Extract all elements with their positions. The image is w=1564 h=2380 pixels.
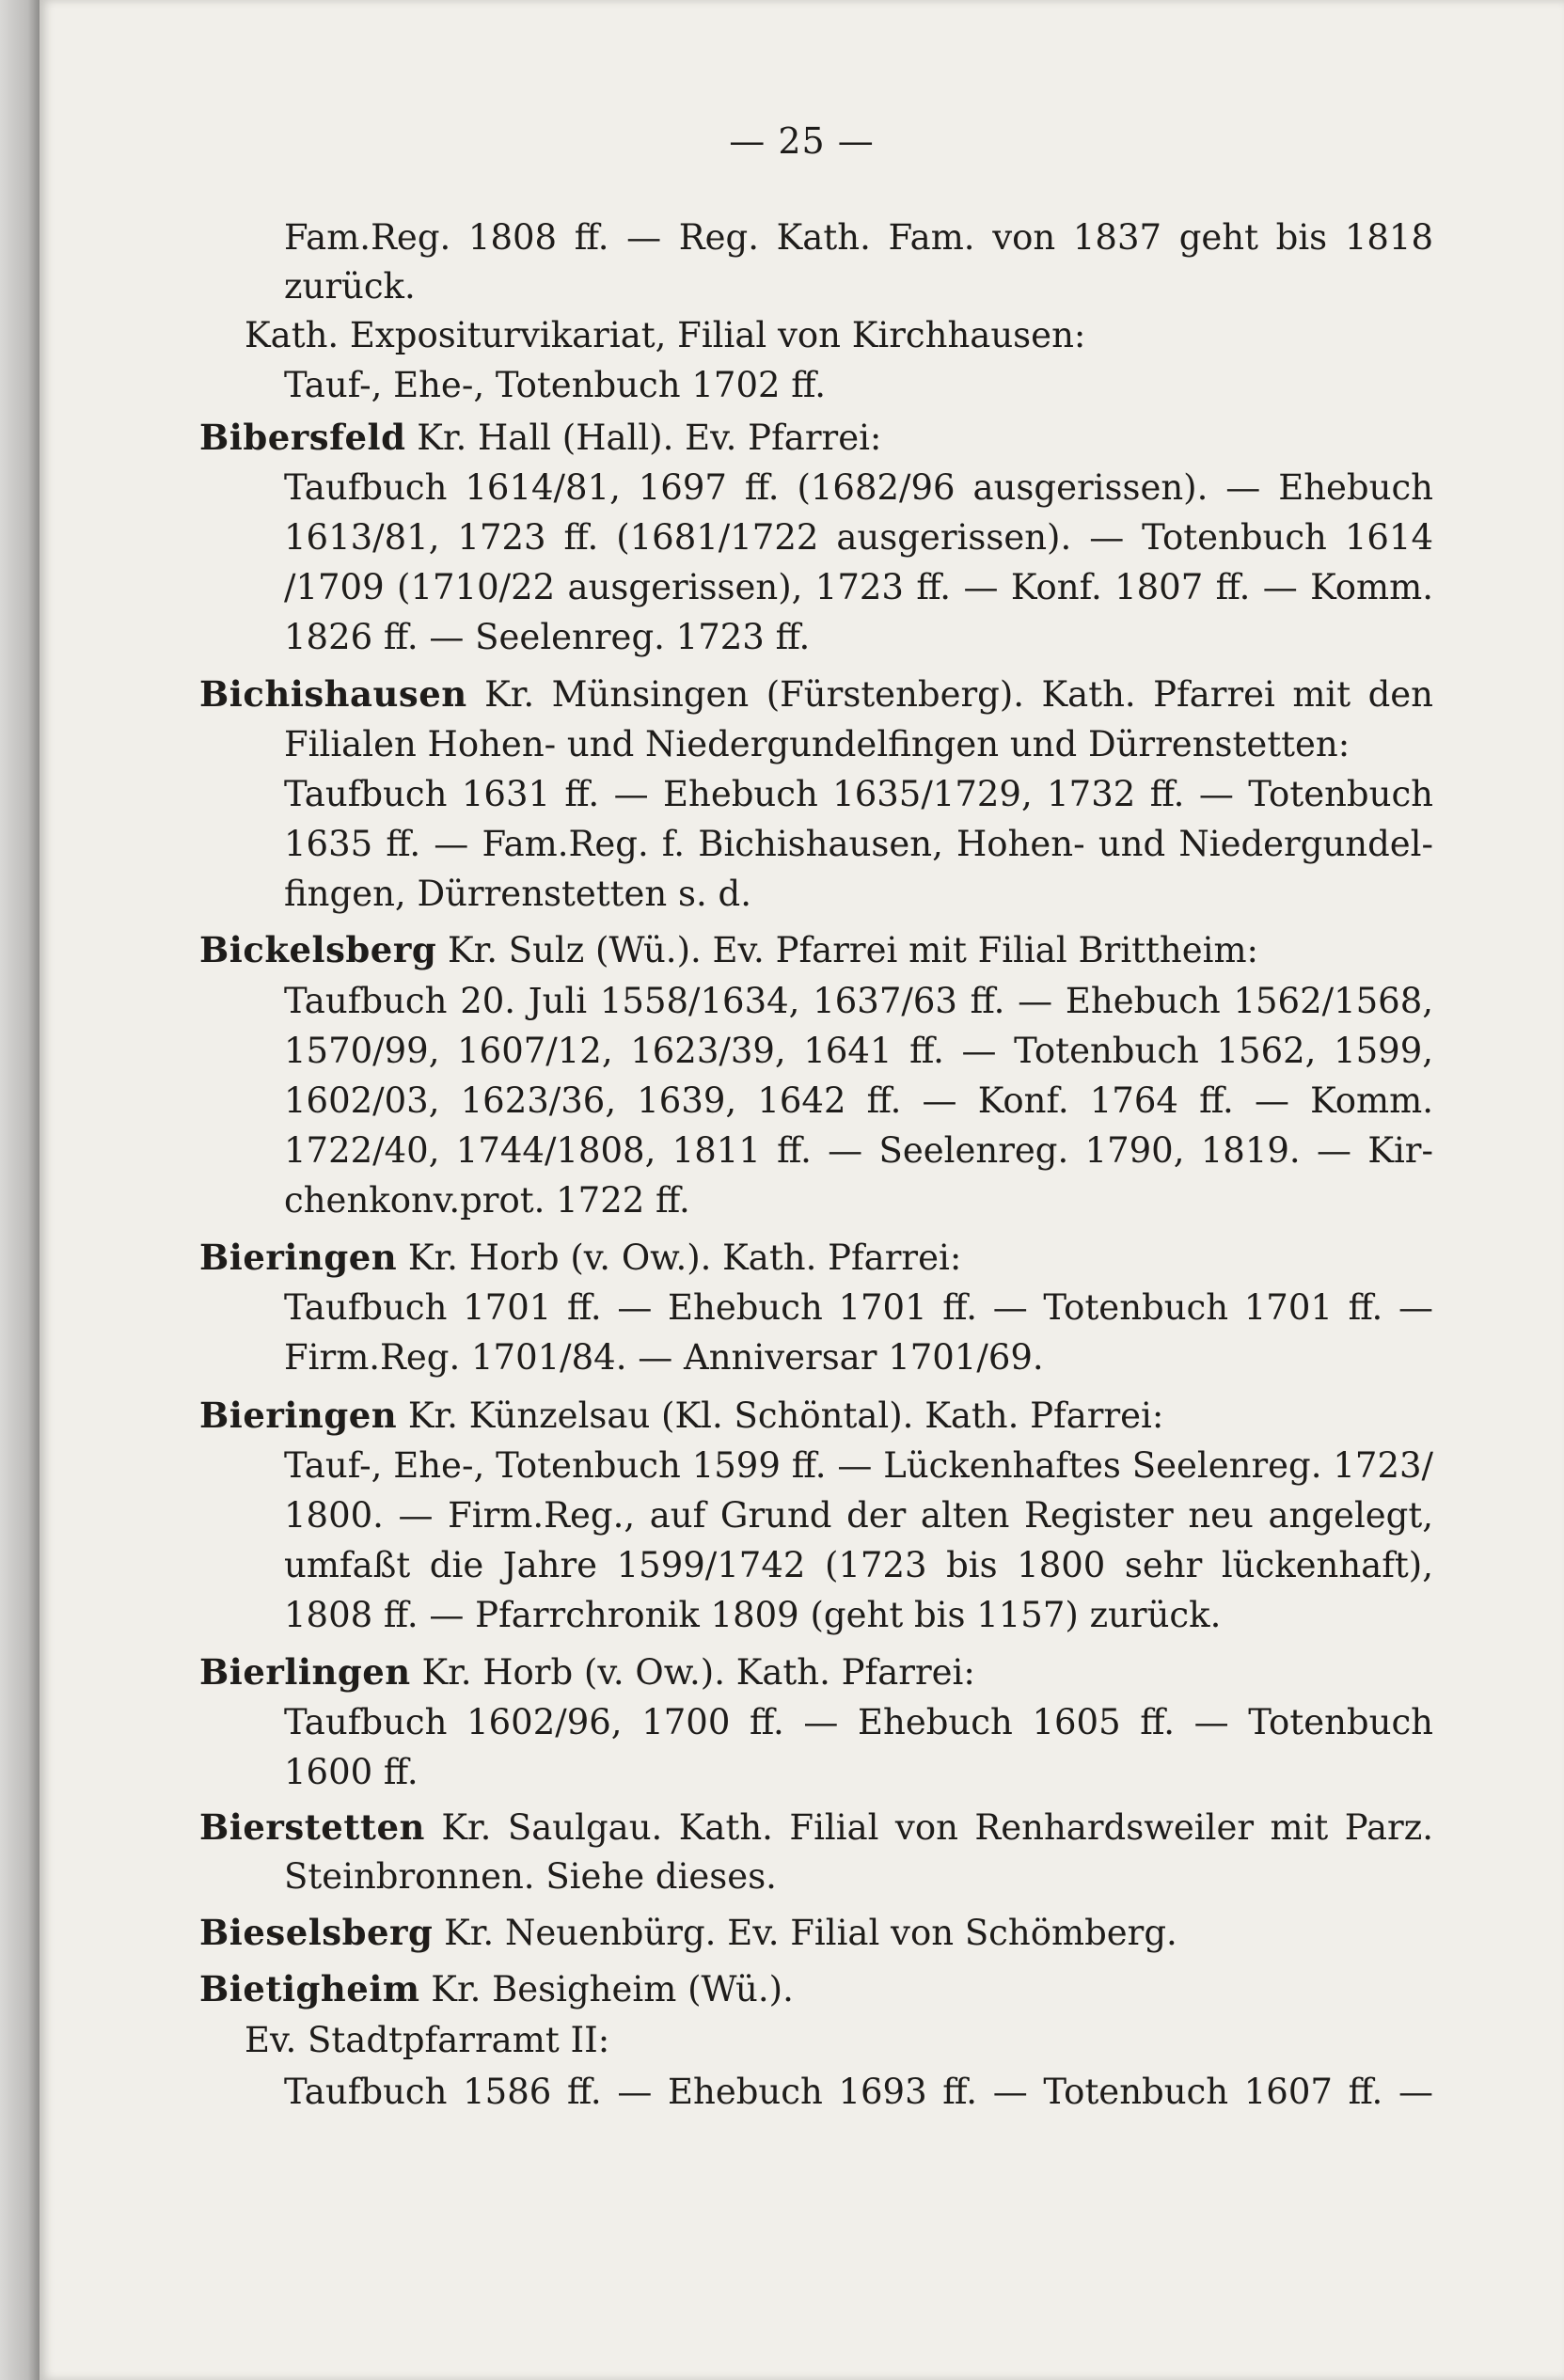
text-line: zurück.: [284, 266, 416, 307]
entry-line: [199, 1234, 961, 1282]
text-line: 1602/03, 1623/36, 1639, 1642 ff. — Konf. 1764 ff. — Komm.: [284, 1080, 1433, 1121]
entry-text: Kr. Neuenbürg. Ev. Filial von Schömberg.: [433, 1913, 1177, 1953]
entry-headword: Bieringen: [199, 1395, 398, 1436]
text-line: Taufbuch 1701 ff. — Ehebuch 1701 ff. — Totenbuch 1701 ff. —: [284, 1287, 1433, 1328]
text-line: Ev. Stadtpfarramt II:: [245, 2020, 610, 2060]
entry-headword: Bierstetten: [199, 1806, 425, 1848]
text-line: 1800. — Firm.Reg., auf Grund der alten Register neu angelegt,: [284, 1495, 1433, 1536]
text-line: 1600 ff.: [284, 1752, 419, 1792]
entry-line: [199, 1804, 1433, 1852]
text-line: Filialen Hohen- und Niedergundelfingen und Dürrenstetten:: [284, 724, 1351, 764]
entry-headword: Bibersfeld: [199, 417, 406, 458]
entry-line: [199, 1909, 1177, 1957]
text-line: fingen, Dürrenstetten s. d.: [284, 874, 751, 914]
text-line: Taufbuch 1586 ff. — Ehebuch 1693 ff. — Totenbuch 1607 ff. —: [284, 2072, 1433, 2112]
entry-headword: Bieringen: [199, 1237, 398, 1278]
entry-text: Kr. Horb (v. Ow.). Kath. Pfarrei:: [397, 1237, 962, 1278]
text-line: Tauf-, Ehe-, Totenbuch 1702 ff.: [284, 365, 827, 405]
text-line: 1635 ff. — Fam.Reg. f. Bichishausen, Hohen- und Niedergundel-: [284, 824, 1433, 864]
text-line: Tauf-, Ehe-, Totenbuch 1599 ff. — Lückenhaftes Seelenreg. 1723/: [284, 1445, 1433, 1486]
entry-headword: Bichishausen: [199, 673, 467, 715]
entry-line: [199, 1648, 975, 1696]
entry-line: [199, 1392, 1163, 1440]
text-line: Taufbuch 1602/96, 1700 ff. — Ehebuch 1605 ff. — Totenbuch: [284, 1702, 1433, 1742]
text-line: 1722/40, 1744/1808, 1811 ff. — Seelenreg. 1790, 1819. — Kir-: [284, 1130, 1433, 1171]
entry-headword: Bickelsberg: [199, 929, 437, 970]
entry-text: Kr. Münsingen (Fürstenberg). Kath. Pfarrei mit den: [466, 674, 1433, 715]
entry-line: [199, 414, 881, 462]
text-line: Steinbronnen. Siehe dieses.: [284, 1856, 777, 1897]
entry-line: [199, 1965, 794, 2013]
page-number: — 25 —: [729, 120, 875, 162]
text-line: /1709 (1710/22 ausgerissen), 1723 ff. — Konf. 1807 ff. — Komm.: [284, 567, 1433, 607]
entry-text: Kr. Saulgau. Kath. Filial von Renhardsweiler mit Parz.: [424, 1807, 1433, 1848]
entry-text: Kr. Hall (Hall). Ev. Pfarrei:: [405, 418, 882, 458]
entry-text: Kr. Horb (v. Ow.). Kath. Pfarrei:: [410, 1652, 975, 1693]
entry-headword: Bietigheim: [199, 1968, 420, 2010]
entry-text: Kr. Sulz (Wü.). Ev. Pfarrei mit Filial Brittheim:: [436, 930, 1259, 970]
text-line: 1570/99, 1607/12, 1623/39, 1641 ff. — Totenbuch 1562, 1599,: [284, 1031, 1433, 1071]
text-line: Kath. Expositurvikariat, Filial von Kirchhausen:: [245, 315, 1086, 355]
entry-text: Kr. Besigheim (Wü.).: [419, 1969, 794, 2010]
text-line: Taufbuch 1614/81, 1697 ff. (1682/96 ausgerissen). — Ehebuch: [284, 467, 1433, 508]
text-line: chenkonv.prot. 1722 ff.: [284, 1180, 690, 1221]
entry-text: Kr. Künzelsau (Kl. Schöntal). Kath. Pfarrei:: [397, 1395, 1164, 1436]
book-spine-shadow: [0, 0, 39, 2380]
entry-line: [199, 670, 1433, 718]
text-line: 1613/81, 1723 ff. (1681/1722 ausgerissen). — Totenbuch 1614: [284, 517, 1433, 558]
text-line: 1826 ff. — Seelenreg. 1723 ff.: [284, 617, 811, 657]
text-line: Fam.Reg. 1808 ff. — Reg. Kath. Fam. von 1837 geht bis 1818: [284, 217, 1433, 258]
text-line: 1808 ff. — Pfarrchronik 1809 (geht bis 1157) zurück.: [284, 1595, 1222, 1635]
text-line: Taufbuch 1631 ff. — Ehebuch 1635/1729, 1732 ff. — Totenbuch: [284, 774, 1433, 814]
text-line: Firm.Reg. 1701/84. — Anniversar 1701/69.: [284, 1337, 1044, 1378]
text-line: Taufbuch 20. Juli 1558/1634, 1637/63 ff. — Ehebuch 1562/1568,: [284, 981, 1433, 1021]
text-line: umfaßt die Jahre 1599/1742 (1723 bis 1800 sehr lückenhaft),: [284, 1545, 1433, 1585]
page-body: [39, 0, 1564, 2380]
document-page: [39, 0, 1564, 2380]
entry-headword: Bieselsberg: [199, 1912, 434, 1953]
entry-headword: Bierlingen: [199, 1651, 411, 1693]
entry-line: [199, 926, 1258, 974]
